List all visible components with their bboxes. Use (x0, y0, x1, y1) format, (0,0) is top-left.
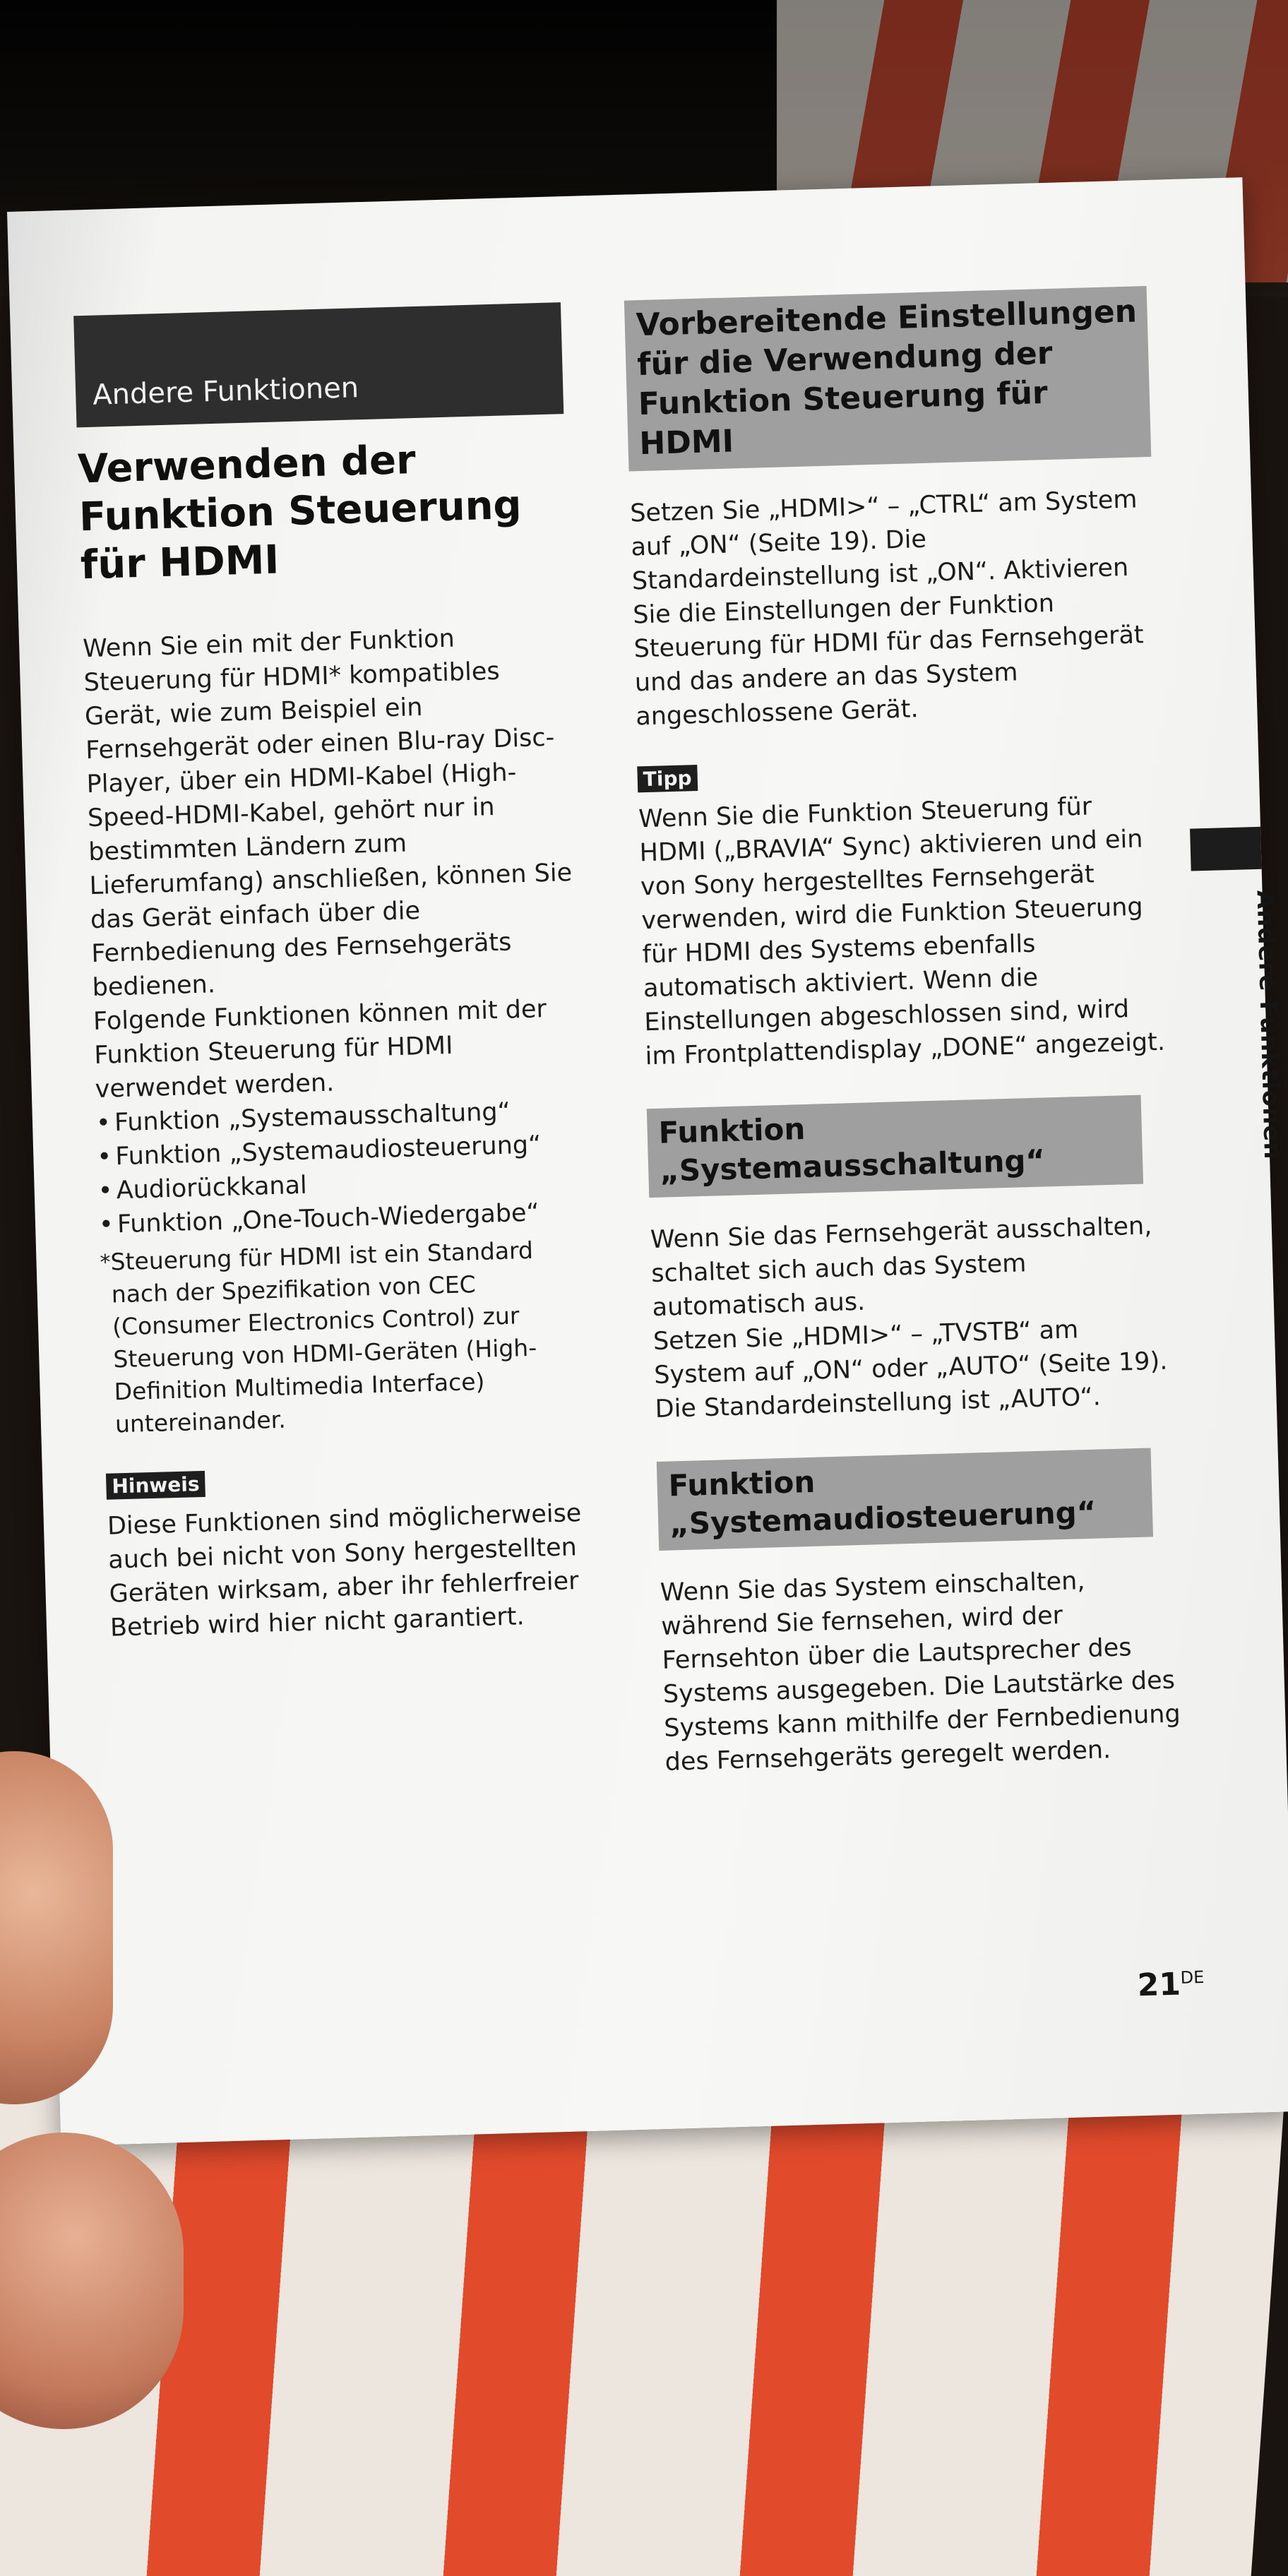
list-item-text: Audiorückkanal (116, 1171, 308, 1205)
section-band: Andere Funktionen (73, 302, 564, 427)
bullet-icon: • (98, 1210, 114, 1239)
bullet-icon: • (95, 1109, 112, 1138)
systemausschaltung-text-2: Setzen Sie „HDMI>“ – „TVSTB“ am System auf „ON“ oder „AUTO“ (Seite 19). Die Standardeinstellung ist „AUTO“. (652, 1316, 1168, 1424)
intro-paragraph-2: Folgende Funktionen können mit der Funktion Steuerung für HDMI verwendet werden. (93, 995, 547, 1104)
list-item-text: Funktion „One-Touch-Wiedergabe“ (117, 1198, 540, 1239)
right-column (624, 286, 1188, 1779)
systemaudiosteuerung-heading: Funktion „Systemaudiosteuerung“ (657, 1448, 1153, 1550)
finger (0, 2133, 184, 2429)
systemausschaltung-text-1: Wenn Sie das Fernsehgerät ausschalten, schaltet sich auch das System automatisch aus. (650, 1212, 1152, 1323)
page-title: Verwenden der Funktion Steuerung für HDMI (77, 436, 523, 589)
hinweis-text: Diese Funktionen sind möglicherweise auch bei nicht von Sony hergestellten Geräten wirksam, aber ihr fehlerfreier Betrieb wird hier nicht garantiert. (107, 1499, 582, 1642)
list-item-text: Funktion „Systemausschaltung“ (114, 1097, 511, 1138)
prep-text: Setzen Sie „HDMI>“ – „CTRL“ am System auf „ON“ (Seite 19). Die Standardeinstellung ist „ON“. Aktivieren Sie die Einstellungen der Funktion Steuerung für HDMI für das Fernsehgerät und das andere an das System angeschlossene Gerät. (629, 485, 1145, 732)
manual-page (7, 177, 1288, 2146)
page-number-value: 21 (1137, 1966, 1181, 2004)
prep-heading: Vorbereitende Einstellungen für die Verwendung der Funktion Steuerung für HDMI (624, 286, 1151, 472)
side-tab-marker (1190, 827, 1262, 871)
list-item-text: Funktion „Systemaudiosteuerung“ (114, 1131, 542, 1171)
page-number (1137, 1966, 1205, 2004)
thumb (0, 1751, 113, 2104)
hinweis-label: Hinweis (106, 1471, 205, 1500)
footnote-mark: * (100, 1250, 112, 1275)
systemaudiosteuerung-text: Wenn Sie das System einschalten, während Sie fernsehen, wird der Fernsehton über die Lautsprecher des Systems ausgegeben. Die Lautstärke des Systems kann mithilfe der Fernbedienung des Fernsehgeräts geregelt werden. (660, 1567, 1181, 1777)
footnote-text: Steuerung für HDMI ist ein Standard nach der Spezifikation von CEC (Consumer Electronics Control) zur Steuerung von HDMI-Geräten (High-Definition Multimedia Interface) untereinander. (110, 1236, 537, 1438)
footnote (100, 1232, 599, 1441)
page-number-suffix: DE (1180, 1967, 1205, 1988)
left-column (73, 302, 604, 1645)
intro-paragraph: Wenn Sie ein mit der Funktion Steuerung für HDMI* kompatibles Gerät, wie zum Beispiel ein Fernsehgerät oder einen Blu-ray Disc-Player, über ein HDMI-Kabel (High-Speed-HDMI-Kabel, gehört nur in bestimmten Ländern zum Lieferumfang) anschließen, können Sie das Gerät einfach über die Fernbedienung des Fernsehgeräts bedienen. (82, 624, 573, 1003)
bullet-icon: • (96, 1143, 112, 1171)
tipp-label: Tipp (637, 765, 698, 792)
tipp-text: Wenn Sie die Funktion Steuerung für HDMI („BRAVIA“ Sync) aktivieren und ein von Sony hergestelltes Fernsehgerät verwenden, wird die Funktion Steuerung für HDMI des Systems ebenfalls automatisch aktiviert. Wenn die Einstellungen abgeschlossen sind, wird im Frontplattendisplay „DONE“ angezeigt. (638, 792, 1166, 1071)
bullet-icon: • (97, 1176, 113, 1205)
systemausschaltung-heading: Funktion „Systemausschaltung“ (647, 1095, 1143, 1198)
function-list (95, 1092, 593, 1241)
side-tab-label: Andere Funktionen (1251, 890, 1287, 1160)
